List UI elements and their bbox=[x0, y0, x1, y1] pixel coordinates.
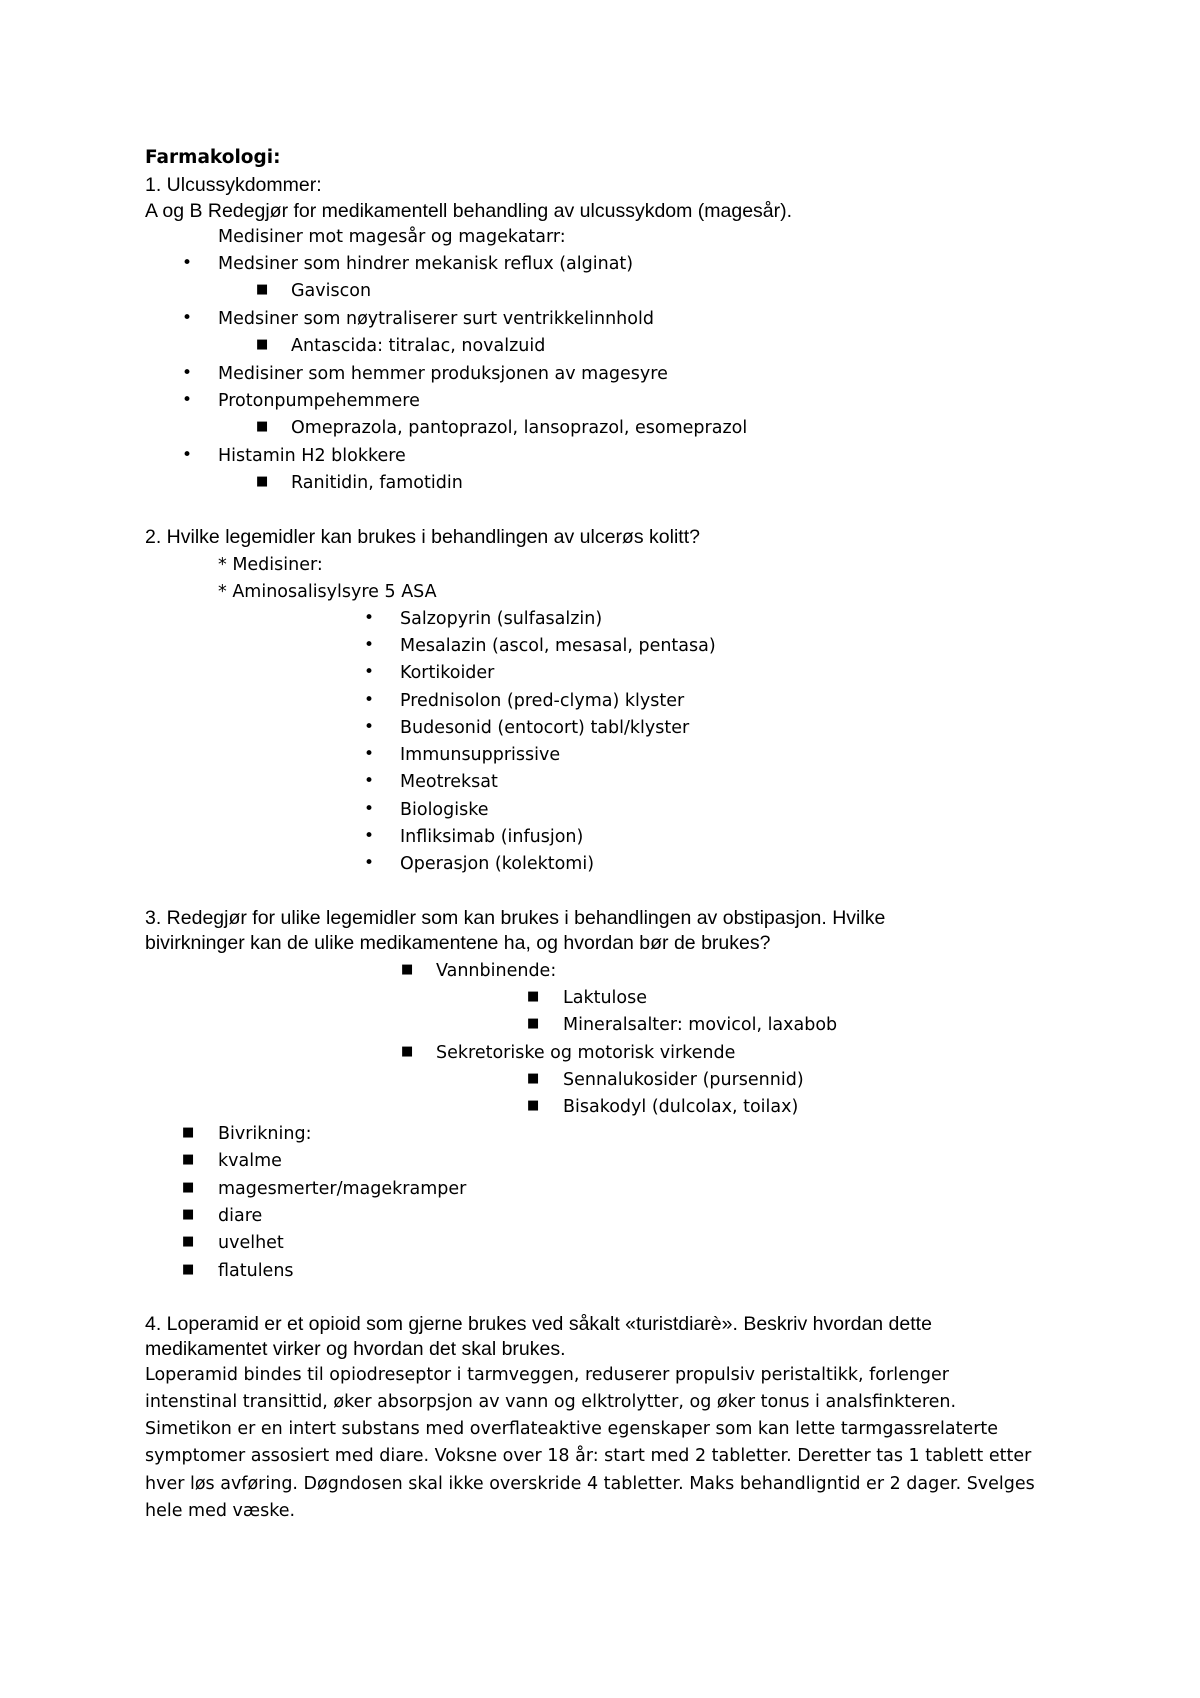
q3-side-effect: magesmerter/magekramper bbox=[218, 1179, 467, 1199]
q4-answer-line: symptomer assosiert med diare. Voksne over 18 år: start med 2 tabletter. Deretter tas 1 tablett etter bbox=[145, 1446, 1032, 1466]
bullet-dot-icon: • bbox=[182, 253, 193, 273]
q1-heading: 1. Ulcussykdommer: bbox=[145, 174, 322, 196]
bullet-dot-icon: • bbox=[182, 363, 193, 383]
bullet-square-icon: ■ bbox=[256, 419, 269, 434]
bullet-dot-icon: • bbox=[364, 690, 375, 710]
bullet-dot-icon: • bbox=[182, 390, 193, 410]
q3-heading: 3. Redegjør for ulike legemidler som kan brukes i behandlingen av obstipasjon. Hvilke bbox=[145, 907, 886, 929]
q2-item: Immunsupprissive bbox=[400, 745, 561, 765]
q4-answer-line: intenstinal transittid, øker absorpsjon av vann og elktrolytter, og øker tonus i analsfinkteren. bbox=[145, 1392, 957, 1412]
bullet-square-icon: ■ bbox=[527, 1071, 540, 1086]
bullet-dot-icon: • bbox=[364, 853, 375, 873]
q3-side-effect: flatulens bbox=[218, 1261, 294, 1281]
q1-subitem: Gaviscon bbox=[291, 281, 372, 301]
bullet-square-icon: ■ bbox=[527, 1098, 540, 1113]
q1-intro: Medisiner mot magesår og magekatarr: bbox=[218, 227, 566, 247]
q1-item: Medsiner som nøytraliserer surt ventrikkelinnhold bbox=[218, 309, 654, 329]
q1-subitem: Omeprazola, pantoprazol, lansoprazol, esomeprazol bbox=[291, 418, 748, 438]
bullet-dot-icon: • bbox=[364, 771, 375, 791]
bullet-square-icon: ■ bbox=[182, 1262, 195, 1277]
q3-subitem: Sennalukosider (pursennid) bbox=[563, 1070, 804, 1090]
q2-line: * Medisiner: bbox=[218, 555, 323, 575]
bullet-square-icon: ■ bbox=[182, 1207, 195, 1222]
q3-side-effect: diare bbox=[218, 1206, 263, 1226]
q3-item: Sekretoriske og motorisk virkende bbox=[436, 1043, 736, 1063]
bullet-square-icon: ■ bbox=[401, 1044, 414, 1059]
bullet-dot-icon: • bbox=[182, 445, 193, 465]
q3-side-effect: uvelhet bbox=[218, 1233, 284, 1253]
q2-item: Budesonid (entocort) tabl/klyster bbox=[400, 718, 690, 738]
bullet-square-icon: ■ bbox=[256, 474, 269, 489]
q4-answer-line: hele med væske. bbox=[145, 1501, 296, 1521]
bullet-dot-icon: • bbox=[182, 308, 193, 328]
bullet-dot-icon: • bbox=[364, 826, 375, 846]
bullet-square-icon: ■ bbox=[182, 1180, 195, 1195]
bullet-square-icon: ■ bbox=[527, 1016, 540, 1031]
q3-subitem: Laktulose bbox=[563, 988, 648, 1008]
bullet-dot-icon: • bbox=[364, 662, 375, 682]
q1-subitem: Ranitidin, famotidin bbox=[291, 473, 463, 493]
q4-heading: 4. Loperamid er et opioid som gjerne brukes ved såkalt «turistdiarè». Beskriv hvordan dette bbox=[145, 1313, 932, 1335]
q1-item: Protonpumpehemmere bbox=[218, 391, 420, 411]
q4-answer-line: Simetikon er en intert substans med overflateaktive egenskaper som kan lette tarmgassrelaterte bbox=[145, 1419, 999, 1439]
document-title: Farmakologi: bbox=[145, 147, 281, 168]
q3-item: Vannbinende: bbox=[436, 961, 557, 981]
q2-item: Meotreksat bbox=[400, 772, 498, 792]
q2-item: Mesalazin (ascol, mesasal, pentasa) bbox=[400, 636, 716, 656]
q3-side-effect: kvalme bbox=[218, 1151, 282, 1171]
bullet-dot-icon: • bbox=[364, 635, 375, 655]
q3-side-effect: Bivrikning: bbox=[218, 1124, 312, 1144]
q3-heading-cont: bivirkninger kan de ulike medikamentene ha, og hvordan bør de brukes? bbox=[145, 932, 771, 954]
bullet-square-icon: ■ bbox=[256, 337, 269, 352]
q2-item: Operasjon (kolektomi) bbox=[400, 854, 595, 874]
q2-item: Infliksimab (infusjon) bbox=[400, 827, 584, 847]
q2-heading: 2. Hvilke legemidler kan brukes i behandlingen av ulcerøs kolitt? bbox=[145, 526, 700, 548]
bullet-square-icon: ■ bbox=[182, 1234, 195, 1249]
q1-item: Medisiner som hemmer produksjonen av magesyre bbox=[218, 364, 668, 384]
q2-item: Prednisolon (pred-clyma) klyster bbox=[400, 691, 685, 711]
q2-line: * Aminosalisylsyre 5 ASA bbox=[218, 582, 437, 602]
bullet-square-icon: ■ bbox=[182, 1125, 195, 1140]
q1-subheading: A og B Redegjør for medikamentell behandling av ulcussykdom (magesår). bbox=[145, 200, 793, 222]
q4-answer-line: Loperamid bindes til opiodreseptor i tarmveggen, reduserer propulsiv peristaltikk, forlenger bbox=[145, 1365, 949, 1385]
q1-subitem: Antascida: titralac, novalzuid bbox=[291, 336, 546, 356]
q2-item: Kortikoider bbox=[400, 663, 495, 683]
q1-item: Histamin H2 blokkere bbox=[218, 446, 406, 466]
bullet-dot-icon: • bbox=[364, 717, 375, 737]
bullet-square-icon: ■ bbox=[256, 282, 269, 297]
q3-subitem: Mineralsalter: movicol, laxabob bbox=[563, 1015, 838, 1035]
q4-heading-cont: medikamentet virker og hvordan det skal brukes. bbox=[145, 1338, 566, 1360]
bullet-dot-icon: • bbox=[364, 799, 375, 819]
bullet-square-icon: ■ bbox=[527, 989, 540, 1004]
bullet-dot-icon: • bbox=[364, 608, 375, 628]
q4-answer-line: hver løs avføring. Døgndosen skal ikke overskride 4 tabletter. Maks behandligntid er 2 dager. Svelges bbox=[145, 1474, 1035, 1494]
q3-subitem: Bisakodyl (dulcolax, toilax) bbox=[563, 1097, 799, 1117]
q2-item: Salzopyrin (sulfasalzin) bbox=[400, 609, 603, 629]
bullet-square-icon: ■ bbox=[182, 1152, 195, 1167]
bullet-square-icon: ■ bbox=[401, 962, 414, 977]
q2-item: Biologiske bbox=[400, 800, 489, 820]
bullet-dot-icon: • bbox=[364, 744, 375, 764]
q1-item: Medsiner som hindrer mekanisk reflux (alginat) bbox=[218, 254, 634, 274]
